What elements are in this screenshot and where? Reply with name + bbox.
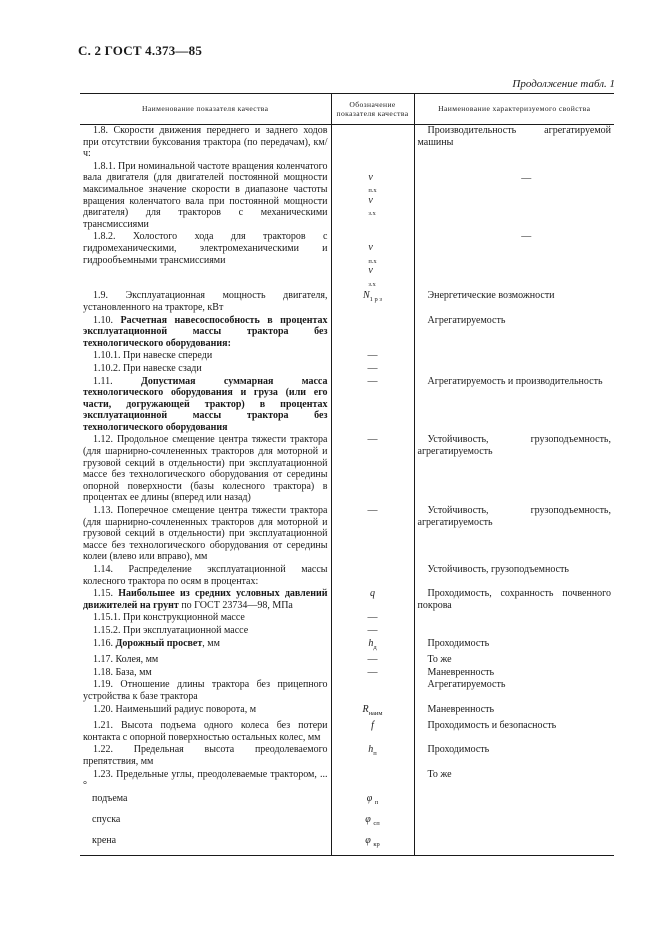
symbol-letter: h	[368, 744, 374, 756]
property-name: Проходимость, сохранность почвенного покрова	[414, 588, 614, 612]
quality-indicators-table	[80, 93, 614, 856]
indicator-symbol	[331, 588, 414, 612]
indicator-symbol	[331, 720, 414, 744]
property-name: То же	[414, 654, 614, 667]
table-row	[80, 290, 614, 314]
indicator-name: 1.19. Отношение длины трактора без прицепного устройства к базе трактора	[83, 679, 328, 702]
indicator-symbol	[331, 231, 414, 290]
property-name	[414, 161, 614, 232]
table-row	[80, 315, 614, 351]
symbol-subscript: сп	[373, 819, 380, 827]
page-header: С. 2 ГОСТ 4.373—85	[78, 43, 203, 58]
table-header-row	[80, 94, 614, 125]
table-row	[80, 363, 614, 376]
indicator-name: 1.10.1. При навеске спереди	[93, 350, 213, 362]
table-row	[80, 125, 614, 161]
indicator-name: 1.22. Предельная высота преодолеваемого препятствия, мм	[83, 744, 328, 767]
symbol-subscript: з.х	[368, 210, 376, 218]
symbol-letter: v	[368, 194, 373, 206]
table-row	[80, 769, 614, 793]
item-number: 1.11.	[93, 375, 141, 387]
table-row	[80, 625, 614, 638]
table-row	[80, 704, 614, 721]
symbol-letter: v	[368, 171, 373, 183]
property-name: Агрегатируемость	[414, 679, 614, 703]
indicator-symbol	[331, 625, 414, 638]
property-name	[414, 814, 614, 835]
symbol-subscript: кр	[373, 840, 380, 848]
indicator-symbol	[331, 505, 414, 564]
indicator-name: 1.17. Колея, мм	[93, 654, 159, 666]
property-name: Маневренность	[414, 667, 614, 680]
symbol-subscript: п.х	[368, 257, 377, 265]
table-row	[80, 161, 614, 232]
property-name: То же	[414, 769, 614, 793]
symbol-letter: φ	[366, 792, 373, 804]
table-row	[80, 434, 614, 505]
symbol-dash: —	[367, 434, 378, 446]
indicator-symbol	[331, 835, 414, 856]
symbol-subscript: д	[373, 643, 377, 651]
column-header-symbol: Обозначение показателя качества	[331, 94, 414, 125]
table-row	[80, 835, 614, 856]
symbol-subscript: п.х	[368, 187, 377, 195]
indicator-name: 1.21. Высота подъема одного колеса без потери контакта с опорной поверхностью остальных колес, мм	[83, 720, 328, 743]
table-row	[80, 376, 614, 435]
indicator-symbol	[331, 679, 414, 703]
indicator-symbol	[331, 667, 414, 680]
property-name: Проходимость	[414, 744, 614, 768]
table-row	[80, 679, 614, 703]
item-number: 1.15.	[93, 588, 119, 600]
indicator-name: 1.18. База, мм	[93, 666, 152, 678]
symbol-dash: —	[367, 505, 378, 517]
indicator-name: 1.10.2. При навеске сзади	[93, 362, 202, 374]
indicator-symbol	[331, 814, 414, 835]
table-row	[80, 638, 614, 655]
symbol-dash: —	[367, 654, 378, 666]
symbol-subscript: п	[374, 798, 379, 806]
property-name: Маневренность	[414, 704, 614, 721]
table-row	[80, 814, 614, 835]
symbol-letter: N	[363, 290, 370, 302]
column-header-name: Наименование показателя качества	[80, 94, 331, 125]
symbol-letter: h	[368, 637, 374, 649]
symbol-letter: f	[371, 720, 374, 732]
indicator-symbol	[331, 315, 414, 351]
symbol-letter: q	[370, 588, 375, 600]
indicator-symbol	[331, 654, 414, 667]
indicator-symbol	[331, 350, 414, 363]
column-header-property: Наименование характеризуемого свойства	[414, 94, 614, 125]
table-row	[80, 654, 614, 667]
property-name: Проходимость и безопасность	[414, 720, 614, 744]
symbol-dash: —	[367, 350, 378, 362]
property-name	[414, 350, 614, 363]
table-row	[80, 667, 614, 680]
indicator-symbol	[331, 638, 414, 655]
indicator-symbol	[331, 125, 414, 161]
symbol-subscript: п	[373, 750, 377, 758]
table-row	[80, 231, 614, 290]
symbol-subscript: з.х	[368, 280, 376, 288]
symbol-dash: —	[367, 375, 378, 387]
indicator-name: 1.23. Предельные углы, преодолеваемые трактором, ... °	[83, 768, 328, 792]
property-name	[414, 835, 614, 856]
symbol-dash: —	[367, 666, 378, 678]
indicator-name: 1.8.1. При номинальной частоте вращения коленчатого вала двигателя (для двигателей постоянной мощности максимальное значение скорости в диапазоне частоты вращения коленчатого вала при постоянной мощности двигателя) для тракторов с механическими трансмиссиями	[83, 160, 328, 230]
indicator-name: крена	[80, 835, 331, 856]
property-name: Устойчивость, грузоподъемность, агрегатируемость	[414, 505, 614, 564]
table-row	[80, 744, 614, 768]
symbol-dash: —	[367, 612, 378, 624]
symbol-subscript: наим	[368, 709, 383, 717]
indicator-name: 1.12. Продольное смещение центра тяжести трактора (для шарнирно-сочлененных тракторов для моторной и грузовой секций в отдельности) при эксплуатационной массе без технологического оборудования от середины опорной поверхности (базы колесного трактора) в процентах ее длины (вперед или назад)	[83, 434, 328, 504]
indicator-name	[80, 588, 331, 612]
symbol-subscript: 1 р з	[369, 296, 382, 304]
indicator-name: 1.14. Распределение эксплуатационной массы колесного трактора по осям в процентах:	[83, 564, 328, 587]
property-name: Агрегатируемость	[414, 315, 614, 351]
symbol-letter: v	[368, 265, 373, 277]
table-row	[80, 612, 614, 625]
symbol-dash: —	[367, 624, 378, 636]
item-number: 1.10.	[93, 314, 121, 326]
table-row	[80, 564, 614, 588]
property-name: Агрегатируемость и производительность	[414, 376, 614, 435]
indicator-symbol	[331, 161, 414, 232]
indicator-symbol	[331, 612, 414, 625]
indicator-symbol	[331, 704, 414, 721]
indicator-symbol	[331, 564, 414, 588]
table-continuation-label: Продолжение табл. 1	[512, 78, 615, 90]
indicator-name: спуска	[92, 813, 121, 825]
property-name	[414, 612, 614, 625]
indicator-name: 1.13. Поперечное смещение центра тяжести трактора (для шарнирно-сочлененных тракторов для моторной и грузовой секций в отдельности) при эксплуатационной массе без технологического оборудования от середины колеи (влево или вправо), мм	[83, 505, 328, 563]
property-name: Энергетические возможности	[414, 290, 614, 314]
property-dash: —	[521, 231, 532, 243]
property-name: Устойчивость, грузоподъемность	[414, 564, 614, 588]
property-dash: —	[521, 172, 532, 184]
table-row	[80, 505, 614, 564]
indicator-symbol	[331, 290, 414, 314]
symbol-letter: φ	[365, 834, 371, 846]
property-name: Проходимость	[414, 638, 614, 655]
property-name: Производительность агрегатируемой машины	[414, 125, 614, 161]
indicator-name	[80, 638, 331, 655]
indicator-name: 1.8.2. Холостого хода для тракторов с гидромеханическими, электромеханическими и гидрообъемными трансмиссиями	[83, 231, 328, 266]
table-row	[80, 720, 614, 744]
indicator-symbol	[331, 744, 414, 768]
property-name	[414, 793, 614, 814]
table-row	[80, 350, 614, 363]
indicator-name: 1.20. Наименьший радиус поворота, м	[93, 703, 257, 715]
indicator-name: 1.15.2. При эксплуатационной массе	[93, 624, 249, 636]
indicator-name	[80, 376, 331, 435]
indicator-lead: Допустимая суммарная масса технологического оборудования и груза (или его части, догружающей трактор) в процентах эксплуатационной массы трактора без технологического оборудования	[83, 375, 328, 433]
indicator-symbol	[331, 434, 414, 505]
indicator-symbol	[331, 769, 414, 793]
indicator-tail: по ГОСТ 23734—98, МПа	[178, 599, 293, 611]
indicator-symbol	[331, 376, 414, 435]
indicator-lead: Дорожный просвет	[115, 637, 203, 649]
indicator-symbol	[331, 793, 414, 814]
property-name	[414, 625, 614, 638]
indicator-lead: Расчетная навесоспособность в процентах эксплуатационной массы трактора без технологического оборудования:	[83, 314, 328, 349]
symbol-dash: —	[367, 362, 378, 374]
indicator-name: 1.9. Эксплуатационная мощность двигателя, установленного на тракторе, кВт	[83, 290, 328, 313]
symbol-letter: φ	[365, 813, 371, 825]
indicator-symbol	[331, 363, 414, 376]
property-name	[414, 363, 614, 376]
table-row	[80, 793, 614, 814]
property-name: Устойчивость, грузоподъемность, агрегатируемость	[414, 434, 614, 505]
indicator-name: 1.8. Скорости движения переднего и заднего ходов при отсутствии буксования трактора (по передачам), км/ч:	[83, 125, 328, 160]
table-row	[80, 588, 614, 612]
indicator-name: подъема	[92, 792, 128, 804]
item-number: 1.16.	[93, 637, 116, 649]
symbol-letter: R	[362, 703, 369, 715]
symbol-letter: v	[368, 242, 373, 254]
indicator-name	[80, 315, 331, 351]
indicator-tail: , мм	[202, 637, 220, 649]
indicator-lead: Наибольшее из средних условных давлений движителей на грунт	[83, 588, 328, 611]
property-name	[414, 231, 614, 290]
indicator-name: 1.15.1. При конструкционной массе	[93, 612, 245, 624]
